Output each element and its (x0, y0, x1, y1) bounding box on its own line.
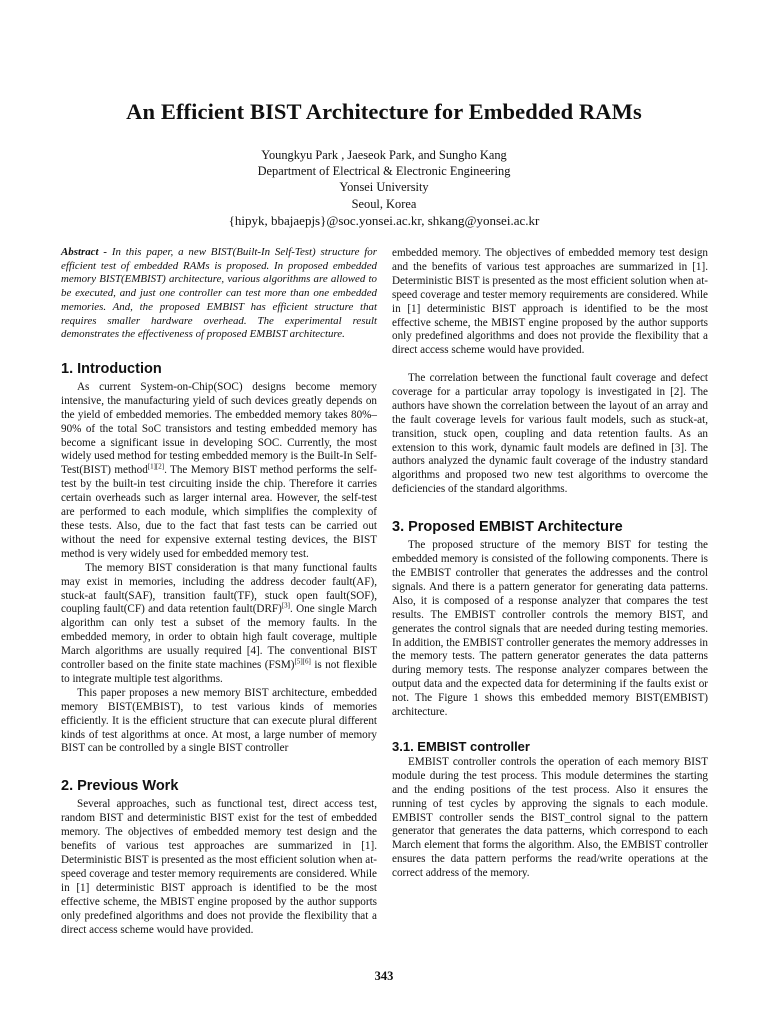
section-heading-proposed-architecture: 3. Proposed EMBIST Architecture (392, 519, 623, 536)
intro-p2-text-a: The memory BIST consideration is that many functional faults may exist in memories, including the address decoder fault(AF), stuck-at fault(SAF), transition fault(TF), stuck open fault(SOF), coupling fault(CF) and data retention fault(DRF) (61, 561, 377, 616)
embist-controller-paragraph: EMBIST controller controls the operation of each memory BIST module during the test process. This module determines the starting and the ending positions of the test process. Also it ensures the running of test cycles by approving the signals to each module. EMBIST controller sends the BIST_control signal to the pattern generator that generates the data patterns, which correspond to each March element that forms the algorithm. Also, the EMBIST controller ensures the data pattern performs the read/write operations at the correct address of the memory. (392, 755, 708, 880)
section-heading-introduction: 1. Introduction (61, 360, 162, 377)
abstract-label: Abstract - (61, 246, 107, 258)
author-department: Department of Electrical & Electronic Engineering (257, 164, 511, 179)
abstract (61, 246, 377, 342)
right-column (392, 247, 708, 881)
intro-paragraph-2 (61, 562, 377, 687)
citation-ref: [3] (281, 601, 290, 610)
author-emails: {hipyk, bbajaepjs}@soc.yonsei.ac.kr, shkang@yonsei.ac.kr (228, 212, 540, 228)
previous-work-p1-tail: embedded memory. The objectives of embedded memory test design and the benefits of various test approaches are summarized in [1]. Deterministic BIST is presented as the most efficient solution when at-speed coverage and tester memory requirements are considered. While in [1] deterministic BIST approach is identified to be the most effective scheme, the MBIST engine proposed by the author supports only predefined algorithms and does not provide the flexibility that a direct access scheme would have provided. (392, 247, 708, 357)
author-location: Seoul, Korea (351, 196, 417, 211)
intro-p1-text-a: As current System-on-Chip(SOC) designs become memory intensive, the manufacturing yield of such devices greatly depends on the yield of embedded memories. The embedded memory takes 80%–90% of the total SoC transistors and testing embedded memory has become a significant issue in developing SOC. Currently, the most widely used method for testing embedded memory is the Built-In Self-Test(BIST) method (61, 380, 377, 477)
previous-work-paragraph-1-continued (392, 247, 708, 372)
citation-ref: [1][2] (147, 462, 165, 471)
page-number: 343 (374, 969, 394, 983)
intro-p2-text-c: is not flexible to integrate multiple test algorithms. (61, 659, 377, 685)
author-university: Yonsei University (339, 180, 429, 195)
intro-paragraph-3: This paper proposes a new memory BIST architecture, embedded memory BIST(EMBIST), to test various kinds of memories efficiently. It is the efficient structure that can execute plural different kinds of test algorithms at once. At most, a large number of memory BIST can be controlled by a single BIST controller (61, 686, 377, 755)
left-column (61, 246, 378, 936)
intro-paragraph-1 (61, 381, 377, 562)
author-names: Youngkyu Park , Jaeseok Park, and Sungho Kang (261, 148, 507, 162)
paper-title: An Efficient BIST Architecture for Embedded RAMs (126, 99, 642, 124)
author-block (0, 147, 768, 229)
intro-p2-text-b: . One single March algorithm can only test a subset of the memory faults. In the embedded memory, in order to obtain high fault coverage, multiple March algorithms are usually required [4]. The conventional BIST controller based on the finite state machines (FSM) (61, 603, 378, 672)
previous-work-paragraph-1: Several approaches, such as functional test, direct access test, random BIST and deterministic BIST exist for the test of embedded memory. The objectives of embedded memory test design and the benefits of various test approaches are summarized in [1]. Deterministic BIST is presented as the most efficient solution when at-speed coverage and tester memory requirements are considered. While in [1] deterministic BIST approach is identified to be the most effective scheme, the MBIST engine proposed by the author supports only predefined algorithms and does not provide the flexibility that a direct access scheme would have provided. (61, 798, 377, 936)
citation-ref: [5][6] (294, 657, 311, 666)
abstract-text: In this paper, a new BIST(Built-In Self-Test) structure for efficient test of embedded RAMs is proposed. In proposed embedded memory BIST(EMBIST) architecture, various algorithms are allowed to be executed, and just one controller can test more than one embedded memories. And, the proposed EMBIST has efficient structure that requires smaller hardware overhead. The experimental result demonstrates the effectiveness of proposed EMBIST architecture. (61, 246, 377, 341)
intro-p1-text-b: . The Memory BIST method performs the self-test by the built-in test circuiting inside the chip. Therefore it carries certain overheads such as larger internal area. However, the self-test are performed to each module, which simplifies the complexity of these tests. Also, due to the fact that fast tests can be carried out without the need for expensive external testing devices, the BIST method is very widely used for embedded memory test. (61, 464, 377, 560)
proposed-paragraph-1: The proposed structure of the memory BIST for testing the embedded memory is consisted of the following components. There is the EMBIST controller that generates the addresses and the control signals. And there is a pattern generator for generating data patterns. Also, it is composed of a response analyzer that compares the test results. The EMBIST controller controls the memory BIST, and generates the control signals that are needed during testing memories. In addition, the EMBIST controller generates the memory addresses in the memory tests. The pattern generator generates the data patterns during memory tests. The response analyzer compares between the output data and the expected data for determining if the faults exist or not. The Figure 1 shows this embedded memory BIST(EMBIST) architecture. (392, 539, 708, 719)
section-heading-previous-work: 2. Previous Work (61, 778, 179, 795)
subsection-heading-embist-controller: 3.1. EMBIST controller (392, 738, 530, 754)
previous-work-paragraph-2: The correlation between the functional fault coverage and defect coverage for a particular array topology is investigated in [2]. The authors have shown the correlation between the layout of an array and the fault coverage levels for various fault models, such as stuck-at, transition, stuck open, coupling and data retention faults. As an extension to this work, dynamic fault models are defined in [3]. The authors analyzed the dynamic fault coverage of the industry standard algorithms and proposed two new test algorithms to overcome the deficiencies of the standard algorithms. (392, 372, 708, 496)
